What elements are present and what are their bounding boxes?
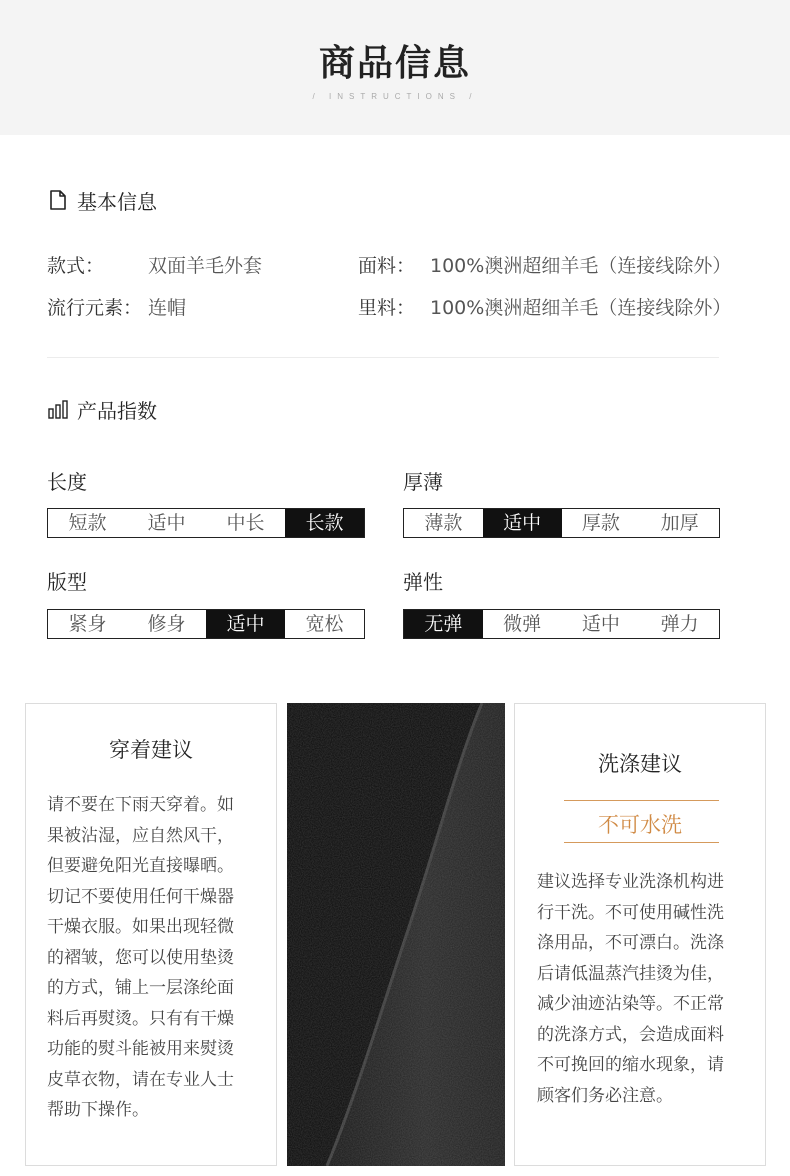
text-line: 顾客们务必注意。: [537, 1085, 673, 1106]
wash-advice-text: [537, 867, 724, 1111]
index-label-fit: 版型: [47, 570, 87, 594]
fit-option: 紧身: [68, 613, 107, 635]
text-line: 减少油迹沾染等。不正常: [537, 994, 724, 1014]
text-line: 皮草衣物，请在专业人士: [47, 1069, 234, 1090]
text-line: 的洗涤方式，会造成面料: [537, 1024, 724, 1045]
length-option: 中长: [226, 512, 265, 534]
fit-scale: [47, 609, 365, 639]
text-line: 后请低温蒸汽挂烫为佳，: [537, 963, 724, 984]
text-line: 但要避免阳光直接曝晒。: [47, 856, 234, 876]
basic-info-heading: [47, 186, 157, 214]
index-label-length: 长度: [47, 470, 87, 494]
fit-option: 适中: [206, 610, 285, 638]
page-title: 商品信息: [318, 43, 471, 84]
fabric-closeup-image: [287, 703, 505, 1166]
thickness-option: 厚款: [581, 512, 620, 534]
product-index-heading: [47, 395, 157, 423]
info-label-trend: 流行元素：: [47, 297, 143, 319]
text-line: 请不要在下雨天穿着。如: [47, 795, 234, 815]
text-line: 涤用品，不可漂白。洗涤: [537, 933, 724, 953]
document-icon: [47, 189, 69, 211]
accent-line-top: [564, 800, 719, 801]
length-option: 短款: [68, 512, 107, 534]
length-scale: [47, 508, 365, 538]
text-line: 切记不要使用任何干燥器: [47, 886, 234, 907]
text-line: 建议选择专业洗涤机构进: [537, 872, 724, 892]
text-line: 干燥衣服。如果出现轻微: [47, 917, 234, 937]
info-label-style: 款式：: [47, 255, 105, 277]
text-line: 行干洗。不可使用碱性洗: [537, 902, 724, 923]
thickness-scale: [403, 508, 720, 538]
wear-advice-card: [25, 703, 277, 1166]
page-subtitle: / INSTRUCTIONS /: [312, 92, 478, 101]
info-value-lining: 100%澳洲超细羊毛（连接线除外）: [430, 297, 732, 319]
thickness-option: 适中: [483, 509, 562, 537]
wash-advice-card: [514, 703, 766, 1166]
basic-info-title: 基本信息: [77, 189, 157, 214]
bar-chart-icon: [47, 398, 69, 420]
text-line: 的方式，铺上一层涤纶面: [47, 978, 234, 998]
accent-line-bottom: [564, 842, 719, 843]
fit-option: 修身: [147, 613, 186, 635]
text-line: 不可挽回的缩水现象，请: [537, 1055, 724, 1075]
thickness-option: 薄款: [424, 512, 463, 534]
thickness-option: 加厚: [660, 512, 699, 534]
text-line: 料后再熨烫。只有有干燥: [47, 1008, 234, 1029]
info-value-style: 双面羊毛外套: [148, 255, 263, 277]
index-label-thickness: 厚薄: [403, 470, 443, 494]
length-option: 适中: [147, 512, 186, 534]
elasticity-option: 无弹: [404, 610, 483, 638]
info-value-fabric: 100%澳洲超细羊毛（连接线除外）: [430, 255, 732, 277]
text-line: 果被沾湿，应自然风干，: [47, 825, 234, 846]
info-value-trend: 连帽: [148, 297, 187, 319]
text-line: 功能的熨斗能被用来熨烫: [47, 1039, 234, 1059]
page-header: [0, 0, 790, 135]
text-line: 帮助下操作。: [47, 1100, 149, 1120]
elasticity-option: 弹力: [660, 613, 699, 635]
info-label-fabric: 面料：: [358, 255, 416, 277]
text-line: 的褶皱，您可以使用垫烫: [47, 947, 234, 968]
wash-advice-title: 洗涤建议: [598, 752, 682, 776]
wear-advice-text: [47, 790, 234, 1126]
product-index-title: 产品指数: [77, 398, 157, 423]
fit-option: 宽松: [305, 613, 344, 635]
elasticity-option: 微弹: [503, 613, 542, 635]
elasticity-option: 适中: [581, 613, 620, 635]
index-label-elasticity: 弹性: [403, 570, 443, 594]
elasticity-scale: [403, 609, 720, 639]
length-option: 长款: [285, 509, 364, 537]
section-divider: [47, 357, 719, 358]
info-label-lining: 里料：: [358, 297, 416, 319]
no-machine-wash-label: 不可水洗: [598, 813, 682, 837]
wear-advice-title: 穿着建议: [109, 738, 193, 762]
